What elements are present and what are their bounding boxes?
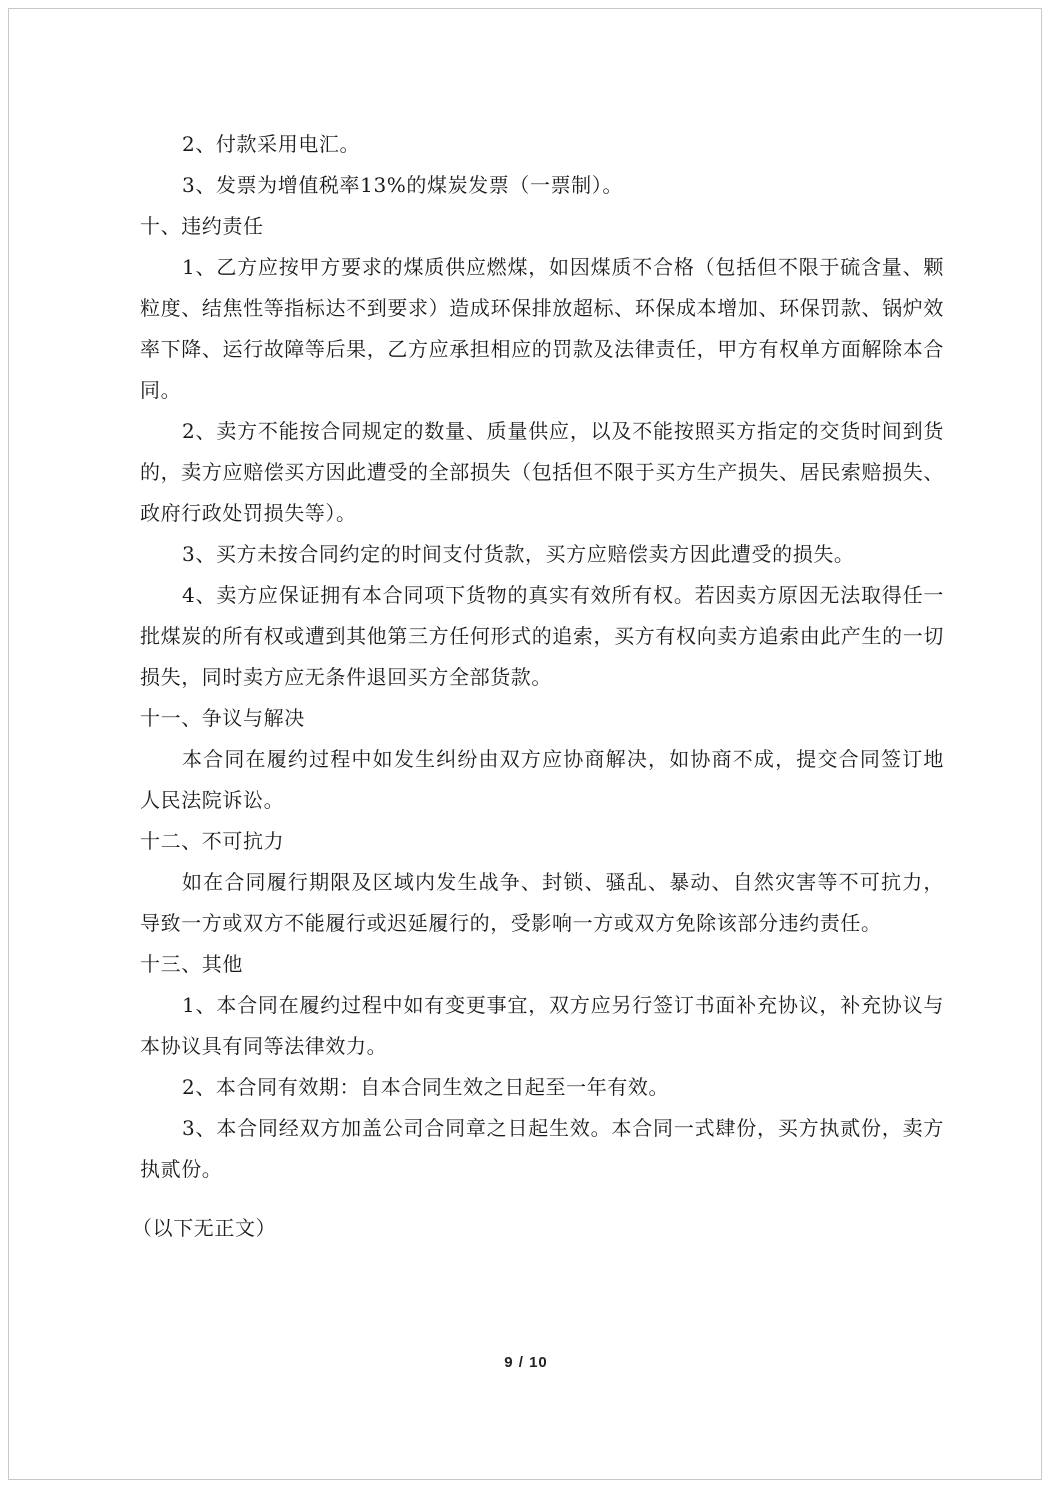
paragraph: 1、乙方应按甲方要求的煤质供应燃煤，如因煤质不合格（包括但不限于硫含量、颗粒度、结焦性等指标达不到要求）造成环保排放超标、环保成本增加、环保罚款、锅炉效率下降、运行故障等后果，乙方应承担相应的罚款及法律责任，甲方有权单方面解除本合同。 xyxy=(140,255,944,402)
paragraph: 1、本合同在履约过程中如有变更事宜，双方应另行签订书面补充协议，补充协议与本协议具有同等法律效力。 xyxy=(140,993,944,1058)
page-number: 9 / 10 xyxy=(504,1354,548,1371)
paragraph: 2、卖方不能按合同规定的数量、质量供应，以及不能按照买方指定的交货时间到货的，卖方应赔偿买方因此遭受的全部损失（包括但不限于买方生产损失、居民索赔损失、政府行政处罚损失等）。 xyxy=(140,419,944,525)
paragraph: 本合同在履约过程中如发生纠纷由双方应协商解决，如协商不成，提交合同签订地人民法院诉讼。 xyxy=(140,747,944,812)
paragraph: 2、本合同有效期：自本合同生效之日起至一年有效。 xyxy=(182,1075,670,1099)
paragraph: 2、付款采用电汇。 xyxy=(182,132,361,156)
end-of-text-note: （以下无正文） xyxy=(132,1216,277,1240)
paragraph: 3、本合同经双方加盖公司合同章之日起生效。本合同一式肆份，买方执贰份，卖方执贰份。 xyxy=(140,1116,944,1181)
section-heading: 十一、争议与解决 xyxy=(140,706,305,730)
document-body xyxy=(132,124,944,1249)
section-heading: 十二、不可抗力 xyxy=(140,829,285,853)
paragraph: 4、卖方应保证拥有本合同项下货物的真实有效所有权。若因卖方原因无法取得任一批煤炭的所有权或遭到其他第三方任何形式的追索，买方有权向卖方追索由此产生的一切损失，同时卖方应无条件退回买方全部货款。 xyxy=(140,583,944,689)
section-heading: 十、违约责任 xyxy=(140,214,264,238)
paragraph: 如在合同履行期限及区域内发生战争、封锁、骚乱、暴动、自然灾害等不可抗力，导致一方或双方不能履行或迟延履行的，受影响一方或双方免除该部分违约责任。 xyxy=(140,870,944,935)
section-heading: 十三、其他 xyxy=(140,952,243,976)
paragraph: 3、买方未按合同约定的时间支付货款，买方应赔偿卖方因此遭受的损失。 xyxy=(182,542,855,566)
paragraph: 3、发票为增值税率13%的煤炭发票（一票制）。 xyxy=(182,173,623,197)
